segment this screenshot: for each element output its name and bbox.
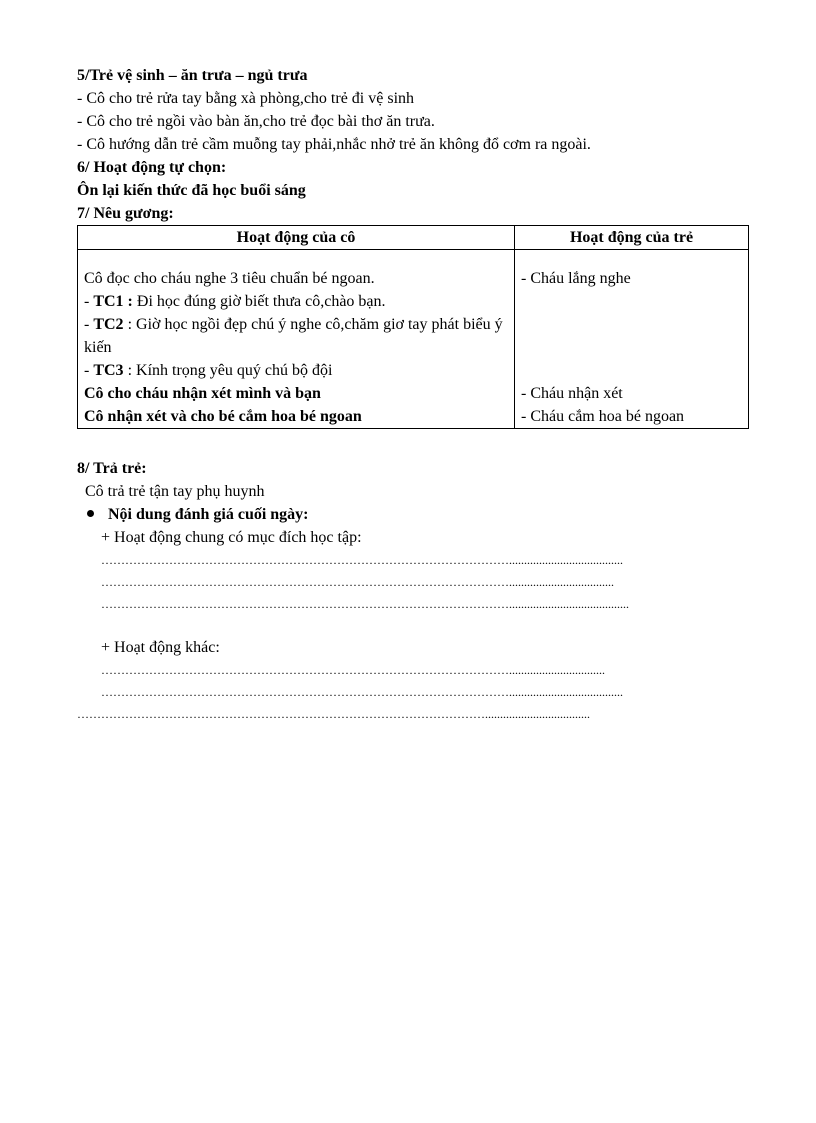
- section5-line-3: - Cô hướng dẫn trẻ cầm muỗng tay phải,nhắc nhở trẻ ăn không đổ cơm ra ngoài.: [77, 136, 591, 153]
- section6-subtitle: Ôn lại kiến thức đã học buổi sáng: [77, 182, 306, 199]
- dots-line-6: …………………………………………………………………………………………...................................: [77, 707, 590, 721]
- dots-line-2: …………………………………………………………………………………………...................................: [101, 575, 614, 589]
- section5-title: 5/Trẻ vệ sinh – ăn trưa – ngủ trưa: [77, 67, 308, 84]
- teacher-cell: [78, 250, 515, 429]
- section5-line-2: - Cô cho trẻ ngồi vào bàn ăn,cho trẻ đọc bài thơ ăn trưa.: [77, 113, 435, 130]
- section8-title: 8/ Trả trẻ:: [77, 460, 147, 477]
- section7-title: 7/ Nêu gương:: [77, 205, 174, 222]
- dots-line-4: …………………………………………………………………………………………................................: [101, 663, 605, 677]
- criterion-1: - TC1 : Đi học đúng giờ biết thưa cô,chào bạn.: [84, 293, 386, 310]
- child-cell: [515, 250, 749, 429]
- child-first: - Cháu lắng nghe: [521, 270, 631, 287]
- evaluation-item-1: + Hoạt động chung có mục đích học tập:: [101, 529, 362, 546]
- child-last-1: - Cháu nhận xét: [521, 385, 623, 402]
- child-last-2: - Cháu cắm hoa bé ngoan: [521, 408, 685, 425]
- dots-line-1: …………………………………………………………………………………………......................................: [101, 553, 623, 567]
- section5-line-1: - Cô cho trẻ rửa tay bằng xà phòng,cho trẻ đi vệ sinh: [77, 90, 415, 107]
- header-child: Hoạt động của trẻ: [515, 226, 749, 250]
- criterion-3: - TC3 : Kính trọng yêu quý chú bộ đội: [84, 362, 333, 379]
- dots-line-5: …………………………………………………………………………………………......................................: [101, 685, 623, 699]
- teacher-closing-1: Cô cho cháu nhận xét mình và bạn: [84, 385, 321, 402]
- evaluation-title: Nội dung đánh giá cuối ngày:: [77, 503, 749, 526]
- bullet-icon: [87, 510, 94, 517]
- table-header-row: [78, 226, 749, 250]
- section8-text: Cô trả trẻ tận tay phụ huynh: [85, 483, 265, 500]
- criterion-2: - TC2 : Giờ học ngồi đẹp chú ý nghe cô,chăm giơ tay phát biểu ý kiến: [84, 316, 503, 356]
- teacher-intro: Cô đọc cho cháu nghe 3 tiêu chuẩn bé ngoan.: [84, 270, 375, 287]
- evaluation-item-2: + Hoạt động khác:: [101, 639, 220, 656]
- section6-title: 6/ Hoạt động tự chọn:: [77, 159, 227, 176]
- dots-line-3: …………………………………………………………………………………………........................................: [101, 597, 629, 611]
- header-teacher: Hoạt động của cô: [78, 226, 515, 250]
- table-body-row: [78, 250, 749, 429]
- teacher-closing-2: Cô nhận xét và cho bé cắm hoa bé ngoan: [84, 408, 362, 425]
- document-page: [77, 64, 749, 725]
- activity-table: [77, 225, 749, 429]
